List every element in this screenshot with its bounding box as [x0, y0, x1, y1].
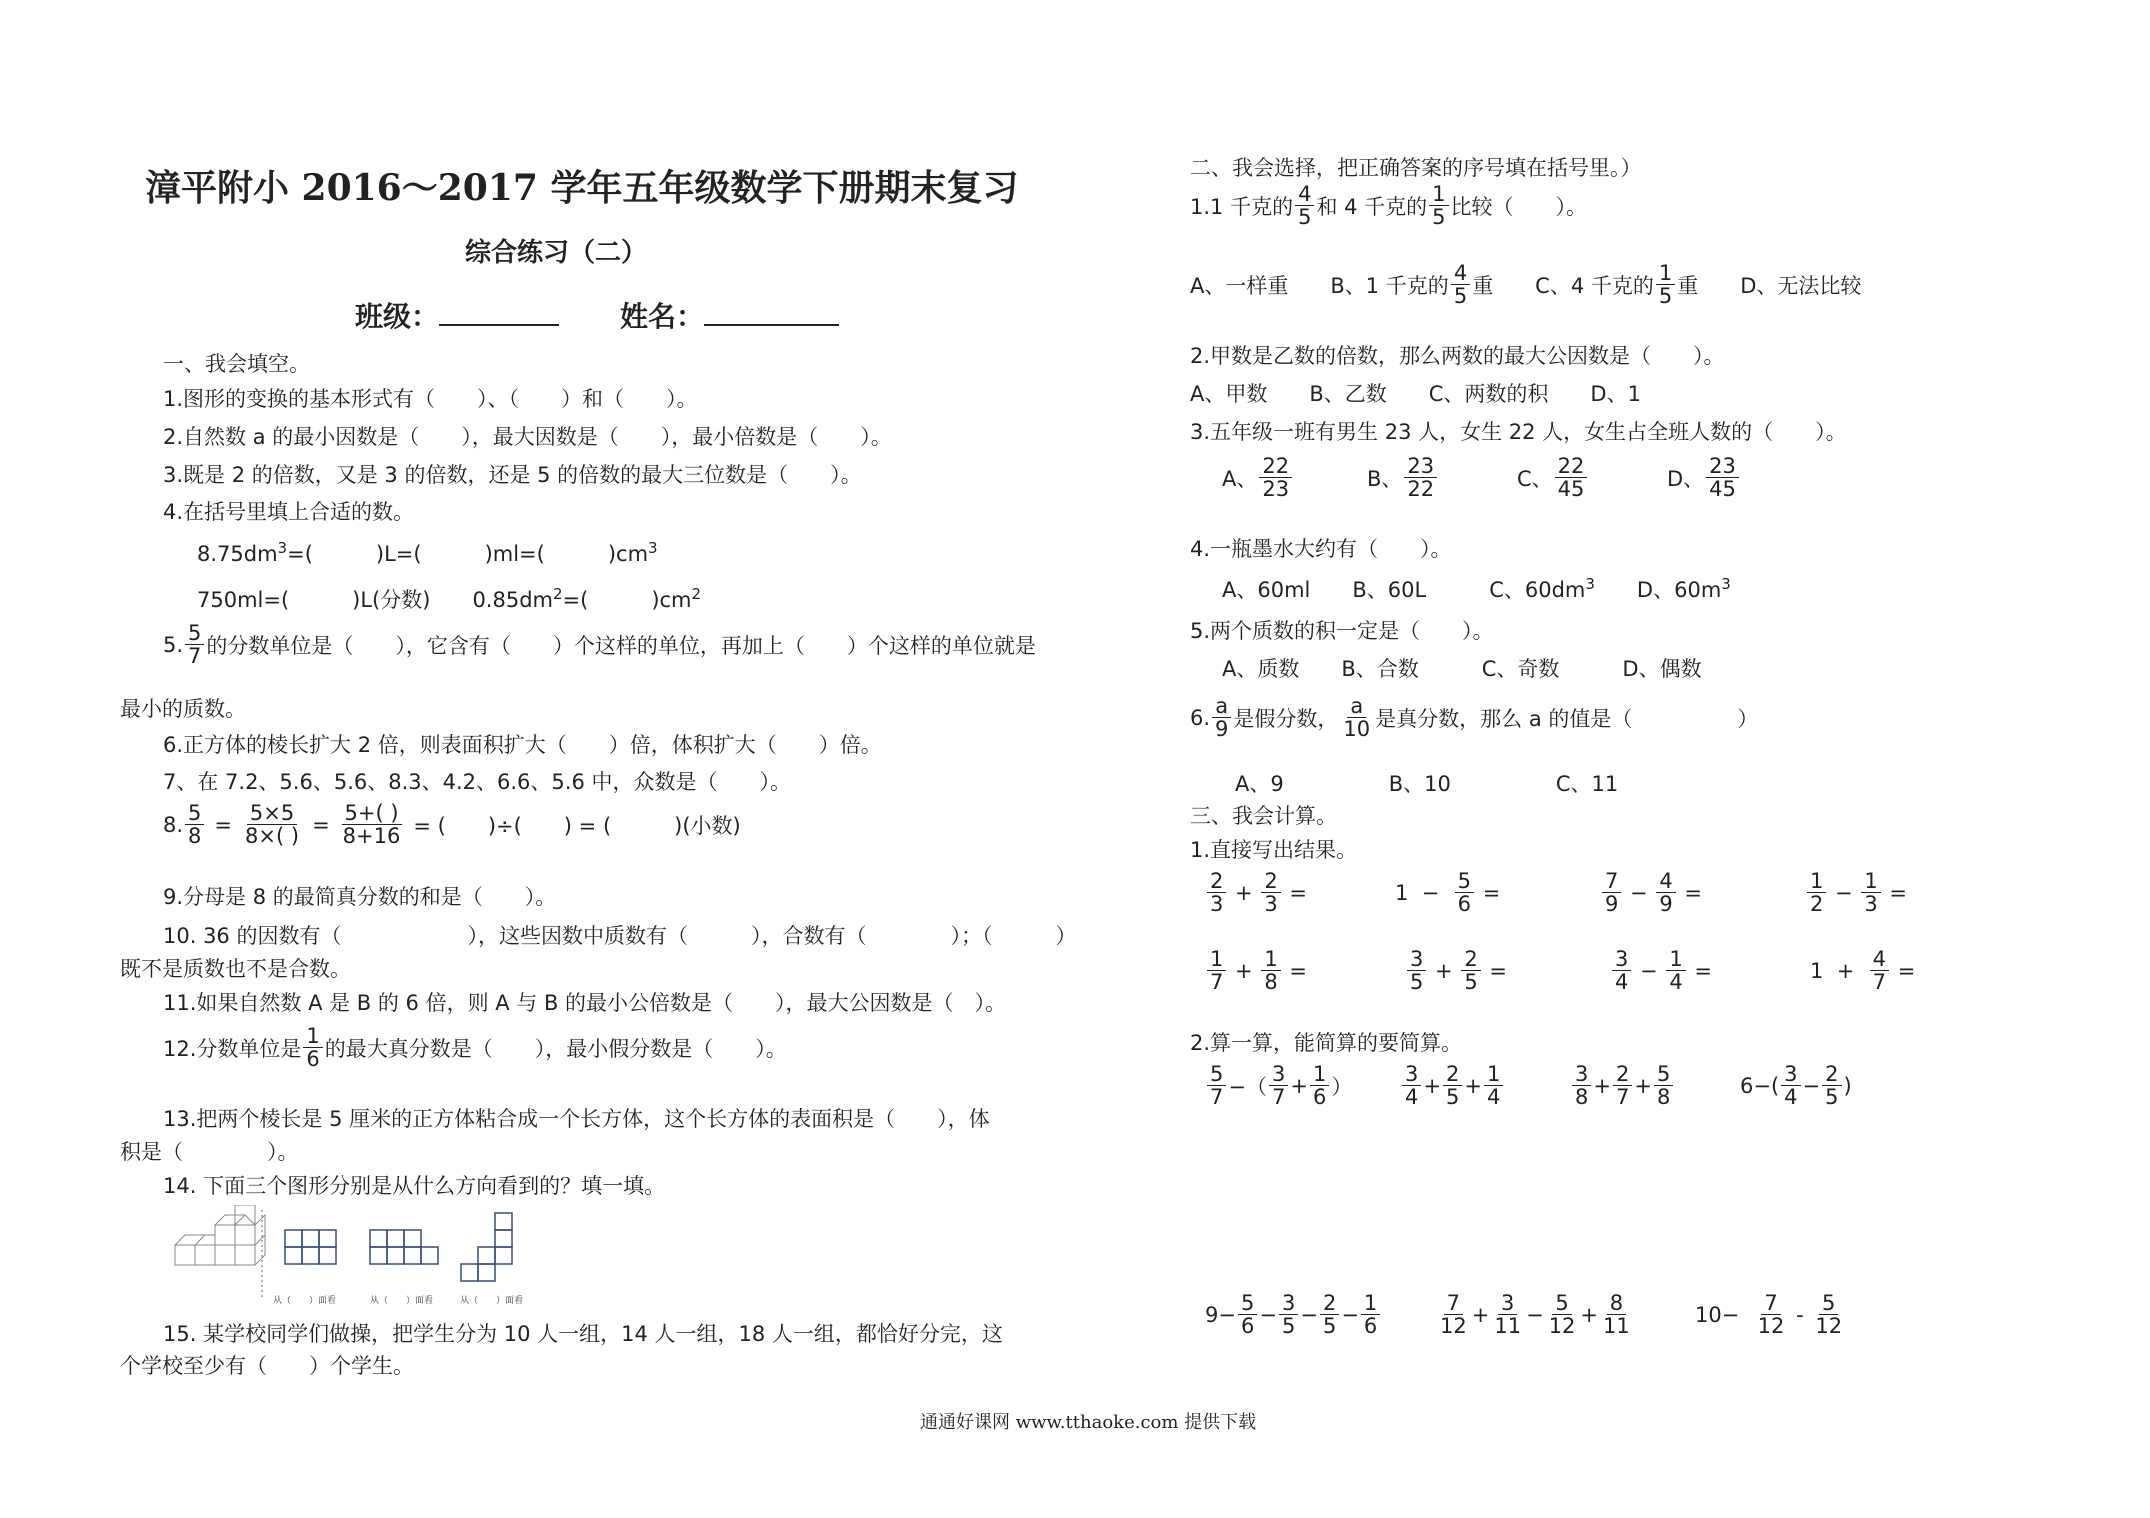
class-label: 班级： — [355, 300, 440, 333]
calc-item: $\frac{1}{2}$ − $\frac{1}{3}$ = — [1805, 870, 1907, 915]
calc-item: $\frac{3}{5}$ + $\frac{2}{5}$ = — [1405, 948, 1507, 993]
calc-item: $\frac{3}{8}$ + $\frac{2}{7}$ + $\frac{5}{8}$ — [1570, 1063, 1675, 1108]
question-1: 1.图形的变换的基本形式有（ ）、（ ）和（ ）。 — [163, 387, 698, 411]
caption-side: 从（ ）面看 — [370, 1296, 434, 1306]
choice-5: 5.两个质数的积一定是（ ）。 — [1190, 619, 1494, 643]
question-11: 11.如果自然数 A 是 B 的 6 倍，则 A 与 B 的最小公倍数是（ ），最大公因数是（ ）。 — [163, 991, 1007, 1015]
calc-item: $\frac{1}{7}$ + $\frac{1}{8}$ = — [1205, 948, 1307, 993]
choice-6: 6. $\frac{a}{9}$ 是假分数， $\frac{a}{10}$ 是真分数，那么 a 的值是（ ） — [1190, 694, 1759, 742]
caption-front: 从（ ）面看 — [273, 1296, 337, 1306]
question-5-continued: 最小的质数。 — [120, 697, 246, 721]
choice-3-option-c: C、 $\frac{22}{45}$ — [1517, 455, 1667, 500]
name-field[interactable] — [620, 295, 839, 335]
calc-item: 6−( $\frac{3}{4}$ − $\frac{2}{5}$ ) — [1740, 1062, 1852, 1110]
choice-2-options: A、甲数 B、乙数 C、两数的积 D、1 — [1190, 382, 1641, 406]
view-diagrams — [170, 1205, 540, 1305]
caption-top: 从（ ）面看 — [460, 1296, 524, 1306]
calc-item: 10− $\frac{7}{12}$ - $\frac{5}{12}$ — [1695, 1291, 1843, 1339]
footer-credit: 通通好课网 www.tthaoke.com 提供下载 — [920, 1412, 1257, 1433]
choice-3-option-d: D、 $\frac{23}{45}$ — [1667, 455, 1741, 500]
page-title: 漳平附小 2016～2017 学年五年级数学下册期末复习 — [145, 167, 1019, 209]
question-9: 9.分母是 8 的最简真分数的和是（ ）。 — [163, 885, 557, 909]
question-13-continued: 积是（ ）。 — [120, 1140, 299, 1164]
question-5: 5. $\frac{5}{7}$ 的分数单位是（ ），它含有（ ）个这样的单位，再加上（ ）个这样的单位就是 — [163, 621, 1036, 669]
calc-item: 9− $\frac{5}{6}$ − $\frac{3}{5}$ − $\frac{2}{5}$ − $\frac{1}{6}$ — [1205, 1292, 1382, 1337]
choice-1-options: A、一样重 B、1 千克的 $\frac{4}{5}$ 重 C、4 千克的 $\frac{1}{5}$ 重 D、无法比较 — [1190, 261, 1862, 309]
choice-6-options: A、9 B、10 C、11 — [1235, 772, 1619, 796]
choice-3-options — [1222, 455, 1741, 500]
question-10: 10. 36 的因数有（ ），这些因数中质数有（ ），合数有（ ）；（ ） — [163, 924, 1077, 948]
calc-item: $\frac{7}{9}$ − $\frac{4}{9}$ = — [1600, 870, 1702, 915]
choice-5-options: A、质数 B、合数 C、奇数 D、偶数 — [1222, 657, 1702, 681]
question-4-line-2: 750ml=( )L(分数) $0.85dm^2=$( )$cm^2$ — [197, 585, 702, 612]
choice-3: 3.五年级一班有男生 23 人，女生 22 人，女生占全班人数的（ ）。 — [1190, 420, 1847, 444]
class-field[interactable] — [355, 295, 559, 335]
calc-item: $\frac{3}{4}$ − $\frac{1}{4}$ = — [1610, 948, 1712, 993]
question-4-line-1: $8.75dm^3=$( )L=( )ml=( )$cm^3$ — [197, 539, 658, 566]
section-3-heading: 三、我会计算。 — [1190, 804, 1337, 828]
choice-3-option-b: B、 $\frac{23}{22}$ — [1367, 455, 1517, 500]
question-14: 14. 下面三个图形分别是从什么方向看到的？填一填。 — [163, 1174, 666, 1198]
calc-item: $\frac{5}{7}$ −（ $\frac{3}{7}$ + $\frac{1}{6}$ ） — [1205, 1063, 1352, 1108]
question-6: 6.正方体的棱长扩大 2 倍，则表面积扩大（ ）倍，体积扩大（ ）倍。 — [163, 733, 882, 757]
calc-item: $\frac{7}{12}$ + $\frac{3}{11}$ − $\frac{5}{12}$ + $\frac{8}{11}$ — [1440, 1291, 1630, 1339]
question-15: 15. 某学校同学们做操，把学生分为 10 人一组，14 人一组，18 人一组，都恰好分完，这 — [163, 1322, 1003, 1346]
calc-2-heading: 2.算一算，能简算的要简算。 — [1190, 1031, 1463, 1055]
question-7: 7、在 7.2、5.6、5.6、8.3、4.2、6.6、5.6 中，众数是（ ）。 — [163, 770, 791, 794]
question-2: 2.自然数 a 的最小因数是（ ），最大因数是（ ），最小倍数是（ ）。 — [163, 425, 892, 449]
section-1-heading: 一、我会填空。 — [163, 352, 310, 376]
calc-item: $\frac{3}{4}$ + $\frac{2}{5}$ + $\frac{1}{4}$ — [1400, 1063, 1505, 1108]
choice-3-option-a: A、 $\frac{22}{23}$ — [1222, 455, 1367, 500]
question-13: 13.把两个棱长是 5 厘米的正方体粘合成一个长方体，这个长方体的表面积是（ ），体 — [163, 1107, 990, 1131]
calc-item: $\frac{2}{3}$ + $\frac{2}{3}$ = — [1205, 870, 1307, 915]
name-blank[interactable] — [704, 298, 839, 326]
choice-4-options: A、60ml B、60L C、$60dm^3$ D、$60m^3$ — [1222, 575, 1731, 602]
question-4: 4.在括号里填上合适的数。 — [163, 500, 415, 524]
question-8: 8. $\frac{5}{8}$ = $\frac{5\times 5}{8\times( )}$ = $\frac{5+( )}{8+16}$ = ( )÷( ) = ( )(小数) — [163, 801, 741, 849]
question-15-continued: 个学校至少有（ ）个学生。 — [120, 1354, 414, 1378]
calc-item: 1 + $\frac{4}{7}$ = — [1810, 947, 1916, 995]
name-label: 姓名： — [620, 300, 705, 333]
front-view-drawing — [285, 1230, 336, 1264]
question-12: 12.分数单位是 $\frac{1}{6}$ 的最大真分数是（ ），最小假分数是（ ）。 — [163, 1024, 787, 1072]
choice-2: 2.甲数是乙数的倍数，那么两数的最大公因数是（ ）。 — [1190, 344, 1725, 368]
class-blank[interactable] — [439, 298, 559, 326]
calc-1-heading: 1.直接写出结果。 — [1190, 838, 1358, 862]
page-subtitle: 综合练习（二） — [465, 238, 648, 268]
choice-1: 1.1 千克的 $\frac{4}{5}$ 和 4 千克的 $\frac{1}{5}$ 比较（ ）。 — [1190, 182, 1588, 230]
question-10-continued: 既不是质数也不是合数。 — [120, 957, 351, 981]
question-3: 3.既是 2 的倍数，又是 3 的倍数，还是 5 的倍数的最大三位数是（ ）。 — [163, 463, 862, 487]
side-view-drawing — [370, 1230, 438, 1264]
cube-stack-drawing — [175, 1205, 265, 1265]
top-view-drawing — [461, 1213, 512, 1281]
calc-item: 1 − $\frac{5}{6}$ = — [1395, 869, 1501, 917]
section-2-heading: 二、我会选择，把正确答案的序号填在括号里。） — [1190, 156, 1642, 180]
choice-4: 4.一瓶墨水大约有（ ）。 — [1190, 537, 1452, 561]
